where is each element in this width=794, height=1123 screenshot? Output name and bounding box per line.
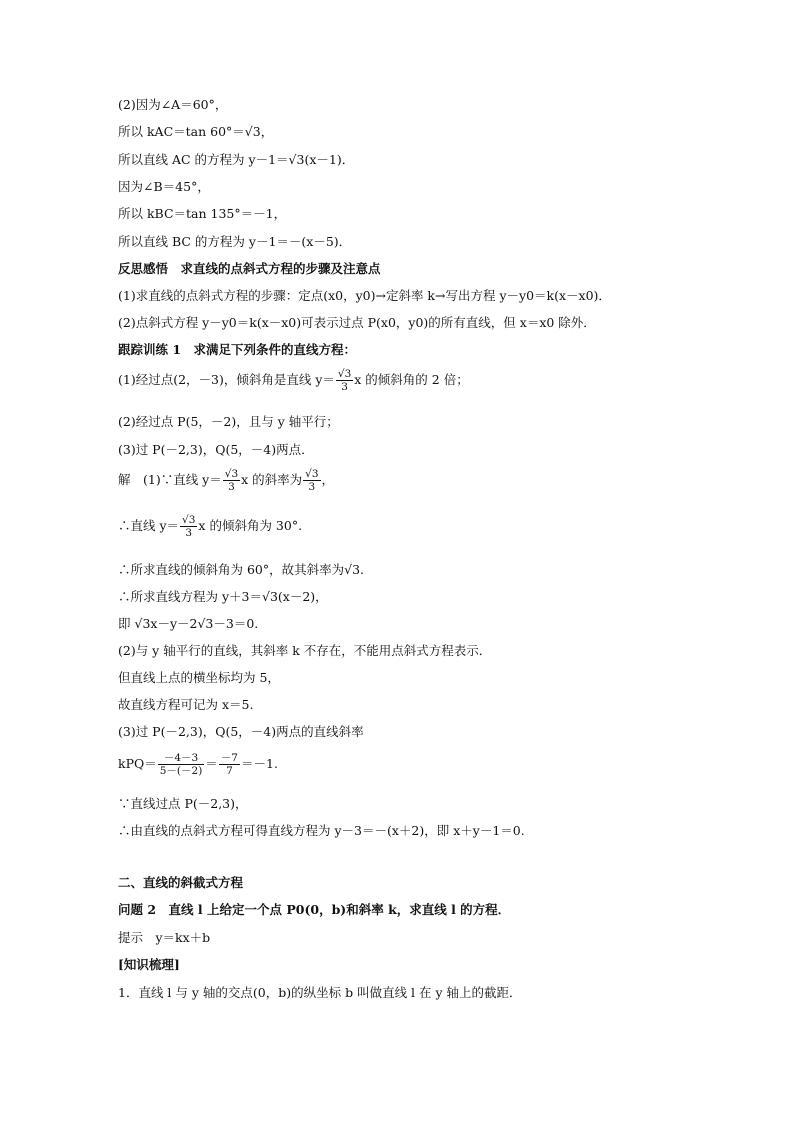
- fraction-numerator: √3: [182, 514, 196, 526]
- fraction-denominator: 3: [308, 481, 316, 493]
- text-line: (3)过 P(－2,3)，Q(5，－4)两点．: [118, 442, 314, 457]
- fraction-numerator: √3: [337, 368, 352, 380]
- text-segment: (1)经过点(2，－3)，倾斜角是直线 y＝: [118, 372, 335, 387]
- text-line: 即 √3x－y－2√3－3＝0.: [118, 616, 259, 631]
- section-heading: 二、直线的斜截式方程: [118, 875, 244, 890]
- text-line: 所以 kBC＝tan 135°＝－1，: [118, 206, 287, 221]
- text-segment: x 的倾斜角为 30°.: [198, 518, 303, 533]
- text-line: 提示 y＝kx＋b: [118, 930, 211, 945]
- fraction-numerator: √3: [224, 468, 239, 480]
- text-segment: x 的倾斜角的 2 倍；: [354, 372, 469, 387]
- fraction: [219, 752, 240, 777]
- text-line: (2)与 y 轴平行的直线，其斜率 k 不存在，不能用点斜式方程表示．: [118, 643, 492, 658]
- fraction-denominator: 5－(－2): [159, 765, 203, 777]
- text-line: 故直线方程可记为 x＝5.: [118, 697, 254, 712]
- text-line: 所以 kAC＝tan 60°＝√3，: [118, 124, 274, 139]
- text-segment: ＝: [205, 756, 218, 771]
- text-line: (3)过 P(－2,3)，Q(5，－4)两点的直线斜率: [118, 724, 364, 739]
- text-line: (2)因为∠A＝60°，: [118, 97, 228, 112]
- question-heading: 问题 2 直线 l 上给定一个点 P0(0，b)和斜率 k，求直线 l 的方程．: [118, 902, 511, 917]
- fraction: [223, 468, 240, 493]
- fraction-denominator: 7: [226, 765, 233, 777]
- fraction: [158, 752, 205, 777]
- text-line: 但直线上点的横坐标均为 5，: [118, 670, 280, 685]
- text-segment: ∴直线 y＝: [118, 518, 180, 533]
- fraction-numerator: －7: [220, 752, 238, 764]
- text-line: [118, 752, 278, 777]
- text-segment: ，: [321, 472, 335, 487]
- text-line: ∴由直线的点斜式方程可得直线方程为 y－3＝－(x＋2)，即 x＋y－1＝0.: [118, 823, 525, 838]
- text-line: [118, 468, 334, 493]
- text-segment: kPQ＝: [118, 756, 157, 771]
- fraction-denominator: 3: [341, 381, 348, 393]
- text-line: ∴所求直线的倾斜角为 60°，故其斜率为√3.: [118, 562, 365, 577]
- text-line: [118, 514, 302, 539]
- text-line: 所以直线 AC 的方程为 y－1＝√3(x－1)．: [118, 152, 355, 167]
- section-heading: 反思感悟 求直线的点斜式方程的步骤及注意点: [118, 261, 381, 276]
- text-line: 1．直线 l 与 y 轴的交点(0，b)的纵坐标 b 叫做直线 l 在 y 轴上的截距．: [118, 985, 522, 1000]
- text-line: ∵直线过点 P(－2,3)，: [118, 796, 248, 811]
- fraction-denominator: 3: [228, 481, 235, 493]
- text-segment: 解 (1)∵直线 y＝: [118, 472, 222, 487]
- fraction-denominator: 3: [185, 527, 193, 539]
- exercise-heading: 跟踪训练 1 求满足下列条件的直线方程：: [118, 342, 357, 357]
- text-line: ∴所求直线方程为 y＋3＝√3(x－2)，: [118, 589, 328, 604]
- text-segment: ＝－1.: [241, 756, 278, 771]
- section-heading: [知识梳理]: [118, 957, 180, 972]
- text-segment: x 的斜率为: [241, 472, 303, 487]
- text-line: (2)经过点 P(5，－2)，且与 y 轴平行；: [118, 414, 339, 429]
- text-line: 所以直线 BC 的方程为 y－1＝－(x－5)．: [118, 234, 352, 249]
- text-line: [118, 368, 469, 393]
- text-line: (1)求直线的点斜式方程的步骤：定点(x0，y0)→定斜率 k→写出方程 y－y0＝k(x－x0)．: [118, 288, 611, 303]
- text-line: 因为∠B＝45°，: [118, 179, 210, 194]
- text-line: (2)点斜式方程 y－y0＝k(x－x0)可表示过点 P(x0，y0)的所有直线，但 x＝x0 除外．: [118, 315, 596, 330]
- fraction-numerator: √3: [305, 468, 319, 480]
- fraction-numerator: －4－3: [158, 752, 205, 765]
- fraction: [336, 368, 353, 393]
- fraction: [180, 514, 197, 539]
- fraction: [303, 468, 320, 493]
